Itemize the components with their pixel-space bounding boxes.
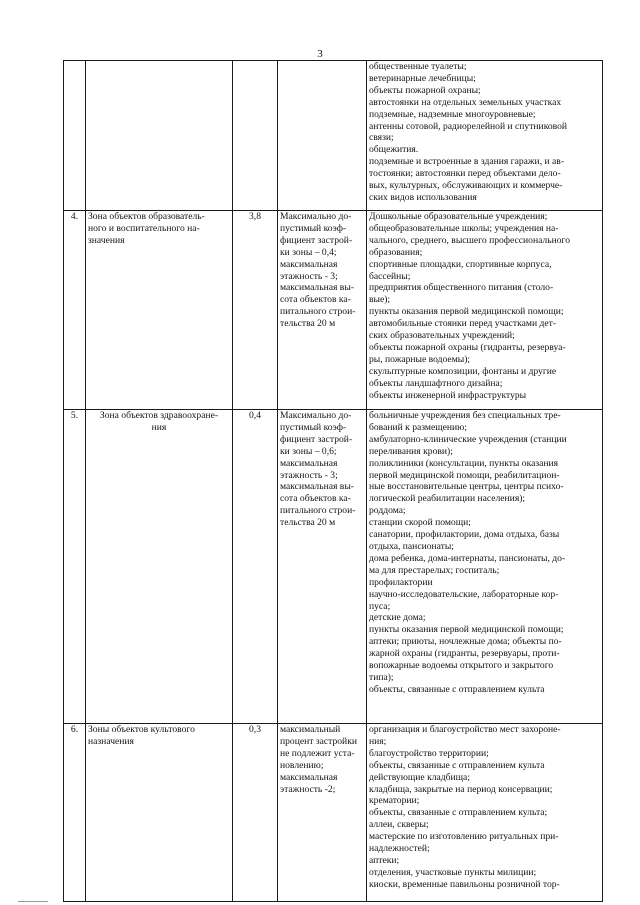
area-cell: [233, 61, 278, 211]
permitted-use-line: ния;: [369, 735, 387, 747]
parameter-line: этажность -2;: [280, 783, 336, 795]
permitted-use-line: дома ребенка, дома-интернаты, пансионаты, до-: [369, 552, 566, 564]
parameters-cell: [278, 211, 367, 410]
permitted-use-line: объекты, связанные с отправлением культа;: [369, 807, 548, 819]
permitted-use-line: подземные и встроенные в здания гаражи, и ав-: [369, 156, 565, 168]
permitted-use-line: переливания крови);: [369, 445, 453, 457]
permitted-use-line: киоски, временные павильоны розничной тор-: [369, 878, 560, 890]
area-value: 3,8: [249, 211, 261, 222]
permitted-use-line: пункты оказания первой медицинской помощи;: [369, 306, 564, 318]
parameter-line: тельства 20 м: [280, 318, 336, 330]
permitted-use-line: бований к размещению;: [369, 421, 467, 433]
permitted-use-line: бассейны;: [369, 270, 411, 282]
zone-name-line: значения: [88, 234, 125, 246]
parameter-line: новлению;: [280, 759, 324, 771]
parameter-line: максимальный: [280, 724, 341, 735]
permitted-use-line: вые);: [369, 294, 391, 306]
permitted-use-line: спортивные площадки, спортивные корпуса,: [369, 258, 552, 270]
permitted-use-line: логической реабилитации населения);: [369, 493, 526, 505]
page-number: 3: [317, 48, 323, 60]
permitted-use-line: кладбища, закрытые на период консервации;: [369, 783, 553, 795]
permitted-use-line: тостоянки; автостоянки перед объектами дело-: [369, 168, 561, 180]
permitted-use-line: образования;: [369, 246, 423, 258]
permitted-use-line: детские дома;: [369, 612, 426, 624]
table-row: [64, 724, 603, 902]
permitted-use-line: объекты пожарной охраны;: [369, 84, 481, 96]
area-cell: [233, 724, 278, 902]
parameter-line: фициент застрой-: [280, 234, 353, 246]
parameter-line: Максимально до-: [280, 211, 352, 222]
permitted-use-line: вых, культурных, обслуживающих и коммерче-: [369, 180, 563, 192]
parameter-line: этажность - 3;: [280, 270, 338, 282]
parameter-line: пустимый коэф-: [280, 222, 347, 234]
zone-name-line: ния: [151, 421, 167, 433]
row-number-cell: [64, 410, 86, 724]
permitted-use-line: санатории, профилактории, дома отдыха, базы: [369, 529, 560, 541]
permitted-use-line: станции скорой помощи;: [369, 517, 471, 529]
parameter-line: процент застройки: [280, 735, 357, 747]
permitted-use-line: автостоянки на отдельных земельных участках: [369, 96, 562, 108]
zone-name-cell: [86, 61, 233, 211]
permitted-use-line: ные восстановительные центры, центры психо-: [369, 481, 564, 493]
zone-name-cell: [86, 211, 233, 410]
permitted-use-line: научно-исследовательские, лабораторные кор-: [369, 588, 559, 600]
zone-name-cell: [86, 410, 233, 724]
parameter-line: максимальная: [280, 258, 338, 270]
permitted-use-line: подземные, надземные многоуровневые;: [369, 108, 536, 120]
permitted-uses-cell: [367, 61, 603, 211]
permitted-use-line: общественные туалеты;: [369, 61, 467, 72]
permitted-use-line: аллеи, скверы;: [369, 819, 429, 831]
permitted-use-line: чального, среднего, высшего профессионального: [369, 234, 571, 246]
permitted-use-line: организация и благоустройство мест захороне-: [369, 724, 561, 735]
parameter-line: максимальная вы-: [280, 282, 354, 294]
permitted-use-line: объекты ландшафтного дизайна;: [369, 377, 503, 389]
row-number-cell: [64, 724, 86, 902]
parameter-line: ки зоны – 0,4;: [280, 246, 337, 258]
permitted-use-line: больничные учреждения без специальных тре-: [369, 410, 561, 421]
zone-name-line: ного и воспитательного на-: [88, 222, 200, 234]
zone-name-line: Зоны объектов культового: [88, 724, 195, 735]
area-cell: [233, 410, 278, 724]
permitted-use-line: ских образовательных учреждений;: [369, 330, 515, 342]
permitted-use-line: общежития.: [369, 144, 419, 156]
row-number: 5.: [70, 410, 79, 421]
parameters-cell: [278, 410, 367, 724]
row-number-cell: [64, 211, 86, 410]
permitted-use-line: скульптурные композиции, фонтаны и другие: [369, 365, 557, 377]
permitted-use-line: мастерские по изготовлению ритуальных при-: [369, 831, 559, 843]
permitted-use-line: антенны сотовой, радиорелейной и спутниковой: [369, 120, 568, 132]
parameter-line: максимальная вы-: [280, 481, 354, 493]
permitted-use-line: пункты оказания первой медицинской помощи;: [369, 624, 564, 636]
parameter-line: максимальная: [280, 457, 338, 469]
permitted-use-line: отделения, участковые пункты милиции;: [369, 866, 537, 878]
parameters-cell: [278, 61, 367, 211]
table-row: [64, 61, 603, 211]
row-number-cell: [64, 61, 86, 211]
row-number: 6.: [70, 724, 79, 735]
parameter-line: тельства 20 м: [280, 517, 336, 529]
permitted-use-line: крематории;: [369, 795, 420, 807]
permitted-uses-cell: [367, 724, 603, 902]
permitted-use-line: пуса;: [369, 600, 391, 612]
zoning-table: [63, 60, 603, 902]
permitted-use-line: аптеки;: [369, 854, 400, 866]
permitted-use-line: ма для престарелых; госпиталь;: [369, 564, 500, 576]
footer-line: [18, 901, 48, 902]
permitted-use-line: роддома;: [369, 505, 406, 517]
permitted-use-line: надлежностей;: [369, 843, 430, 855]
permitted-use-line: ских видов использования: [369, 191, 477, 203]
permitted-use-line: поликлиники (консультации, пункты оказания: [369, 457, 559, 469]
permitted-use-line: амбулаторно-клинические учреждения (станции: [369, 433, 567, 445]
permitted-uses-cell: [367, 410, 603, 724]
permitted-use-line: первой медицинской помощи, реабилитацион-: [369, 469, 560, 481]
parameter-line: сота объектов ка-: [280, 294, 351, 306]
zone-name-line: назначения: [88, 735, 134, 747]
table-row: [64, 211, 603, 410]
parameter-line: пустимый коэф-: [280, 421, 347, 433]
parameter-line: Максимально до-: [280, 410, 352, 421]
area-value: 0,3: [249, 724, 261, 735]
permitted-use-line: ветеринарные лечебницы;: [369, 72, 476, 84]
parameter-line: максимальная: [280, 771, 338, 783]
zone-name-line: Зона объектов образователь-: [88, 211, 205, 222]
permitted-uses-cell: [367, 211, 603, 410]
permitted-use-line: объекты инженерной инфраструктуры: [369, 389, 527, 401]
parameter-line: питального строи-: [280, 306, 356, 318]
permitted-use-line: объекты пожарной охраны (гидранты, резервуа-: [369, 341, 566, 353]
parameter-line: питального строи-: [280, 505, 356, 517]
permitted-use-line: вопожарные водоемы открытого и закрытого: [369, 660, 554, 672]
permitted-use-line: объекты, связанные с отправлением культа: [369, 683, 545, 695]
zone-name-line: Зона объектов здравоохране-: [99, 410, 219, 421]
permitted-use-line: объекты, связанные с отправлением культа: [369, 759, 545, 771]
permitted-use-line: профилактории: [369, 576, 433, 588]
permitted-use-line: связи;: [369, 132, 394, 144]
permitted-use-line: аптеки; приюты, ночлежные дома; объекты по-: [369, 636, 562, 648]
permitted-use-line: действующие кладбища;: [369, 771, 470, 783]
permitted-use-line: ры, пожарные водоемы);: [369, 353, 471, 365]
area-cell: [233, 211, 278, 410]
parameter-line: не подлежит уста-: [280, 747, 355, 759]
permitted-use-line: отдыха, пансионаты;: [369, 540, 454, 552]
permitted-use-line: автомобильные стоянки перед участками дет-: [369, 318, 557, 330]
zone-name-cell: [86, 724, 233, 902]
permitted-use-line: жарной охраны (гидранты, резервуары, проти-: [369, 648, 560, 660]
row-number: 4.: [70, 211, 79, 222]
parameters-cell: [278, 724, 367, 902]
parameter-line: этажность - 3;: [280, 469, 338, 481]
parameter-line: ки зоны – 0,6;: [280, 445, 337, 457]
permitted-use-line: предприятия общественного питания (столо-: [369, 282, 554, 294]
permitted-use-line: благоустройство территории;: [369, 747, 489, 759]
permitted-use-line: типа);: [369, 671, 394, 683]
table-row: [64, 410, 603, 724]
permitted-use-line: общеобразовательные школы; учреждения на-: [369, 222, 559, 234]
parameter-line: сота объектов ка-: [280, 493, 351, 505]
area-value: 0,4: [249, 410, 261, 421]
permitted-use-line: Дошкольные образовательные учреждения;: [369, 211, 548, 222]
parameter-line: фициент застрой-: [280, 433, 353, 445]
